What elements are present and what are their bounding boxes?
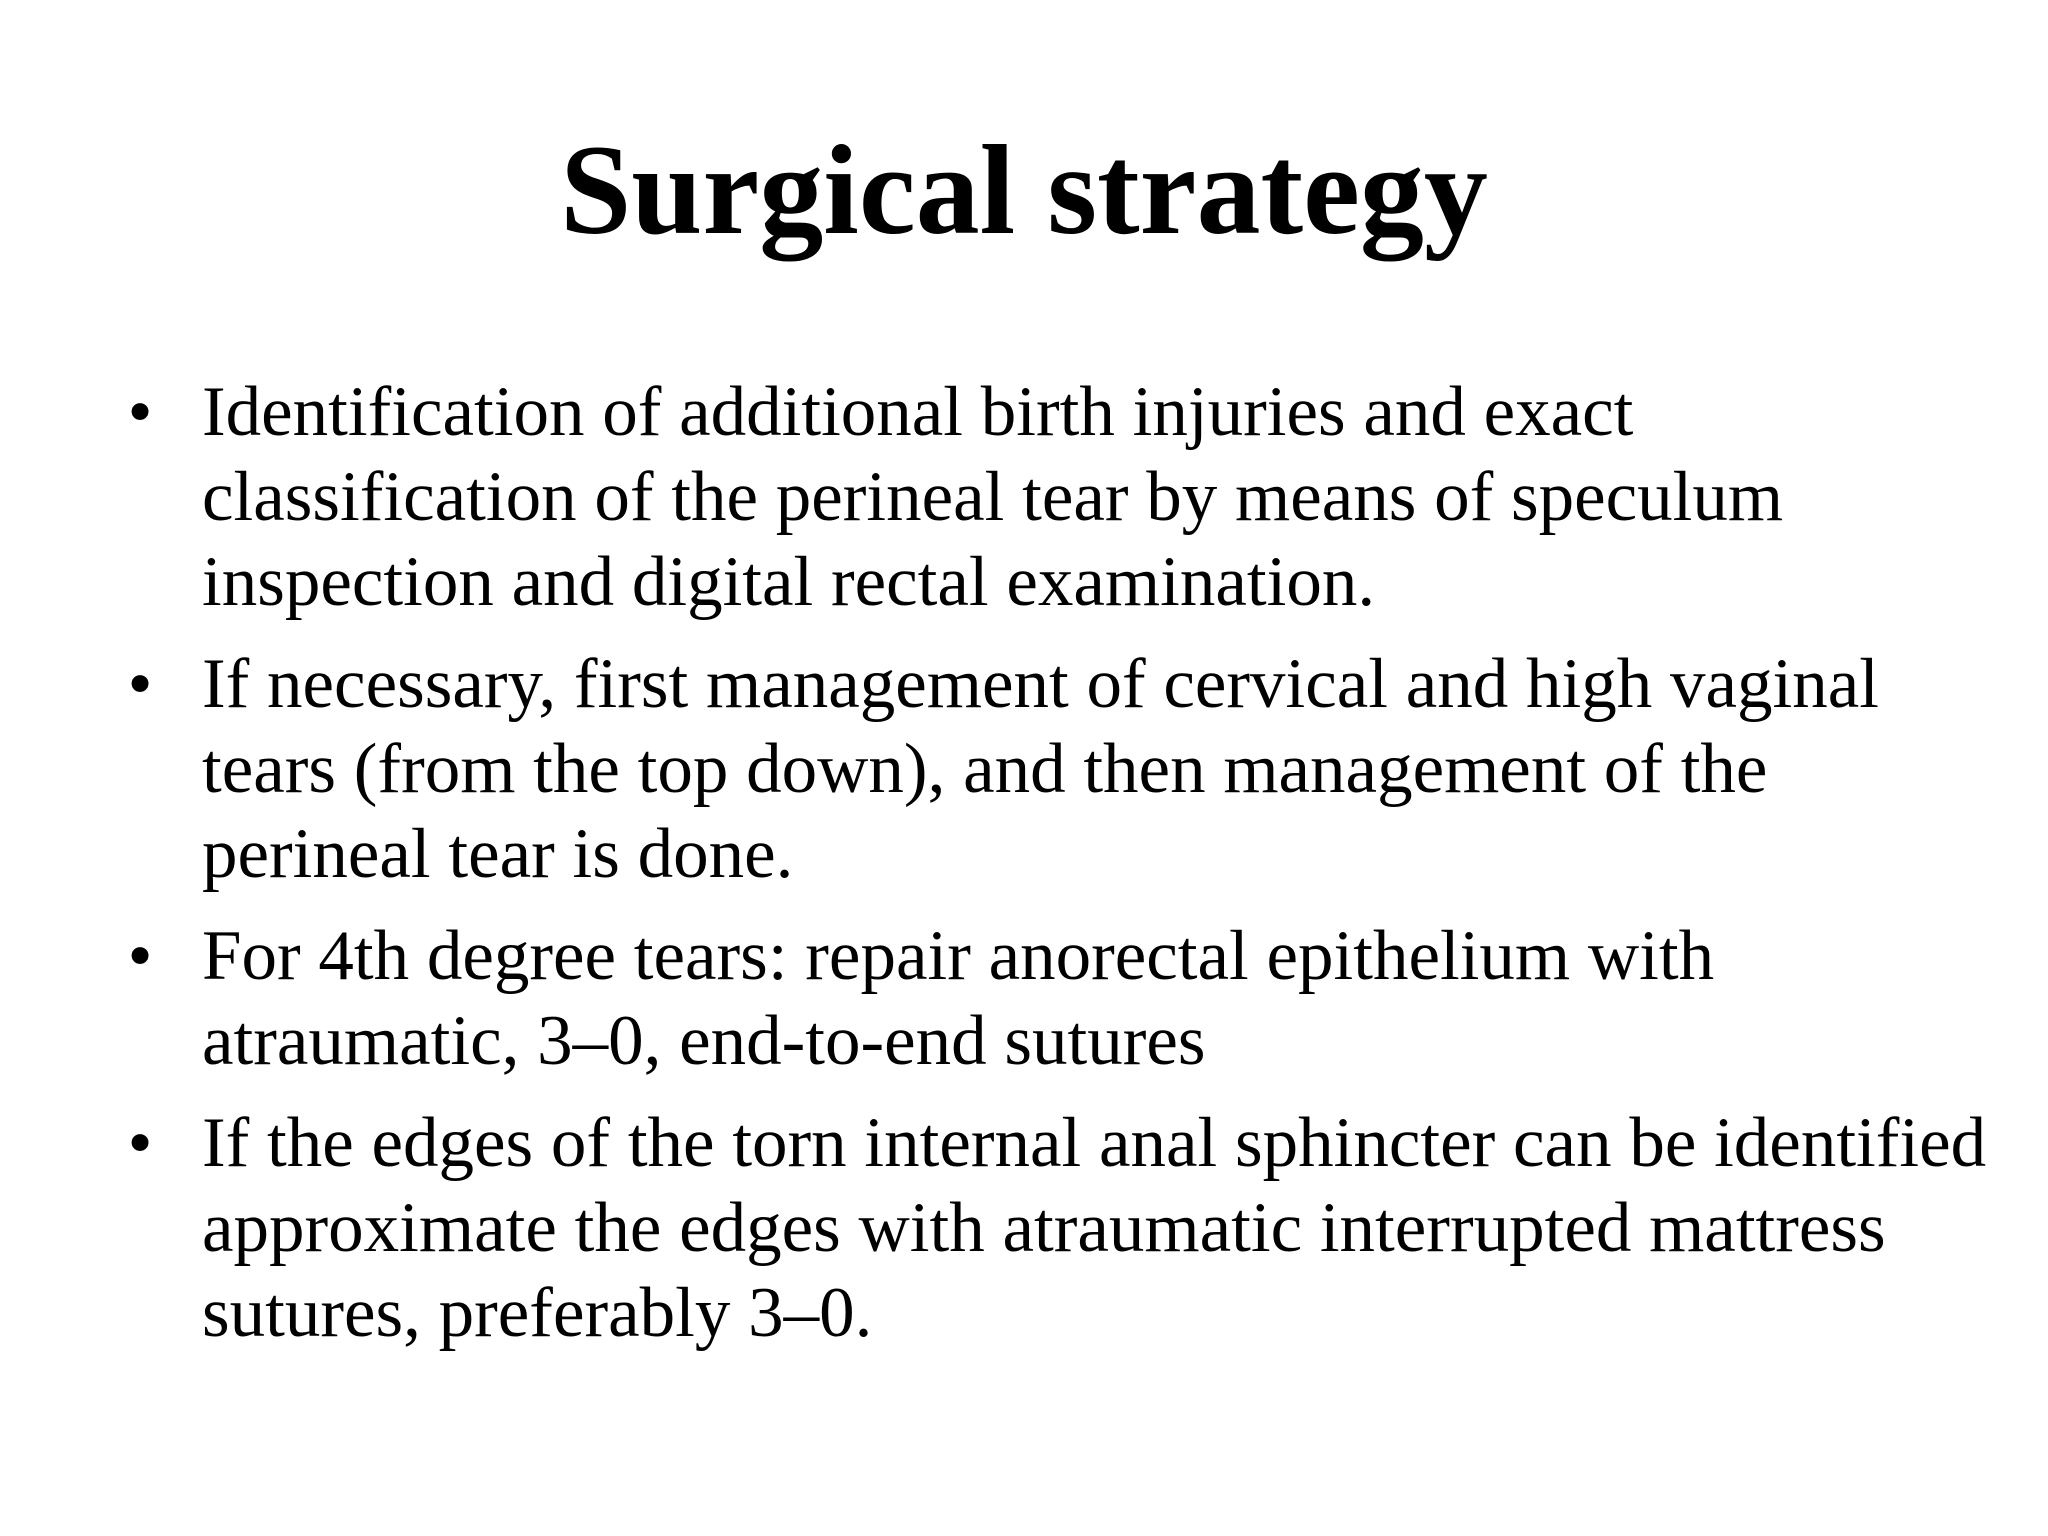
bullet-item <box>120 642 2000 897</box>
bullet-text: For 4th degree tears: repair anorectal epithelium with atraumatic, 3–0, end-to-end sutures <box>202 917 1715 1080</box>
bullet-item <box>120 1101 2000 1356</box>
bullet-text: If the edges of the torn internal anal sphincter can be identified approximate the edges with atraumatic interrupted mattress sutures, preferably 3–0. <box>202 1104 1987 1352</box>
bullet-text: Identification of additional birth injuries and exact classification of the perineal tear by means of speculum inspection and digital rectal examination. <box>202 373 1784 621</box>
slide-title: Surgical strategy <box>560 119 1488 261</box>
bullet-item <box>120 914 2000 1084</box>
bullet-text: If necessary, first management of cervical and high vaginal tears (from the top down), and then management of the perineal tear is done. <box>202 645 1879 893</box>
bullet-dot-icon: • <box>127 1104 153 1182</box>
bullet-dot-icon: • <box>127 373 153 451</box>
bullet-dot-icon: • <box>127 917 153 995</box>
bullet-list <box>120 370 2000 1373</box>
bullet-dot-icon: • <box>127 645 153 723</box>
bullet-item <box>120 370 2000 625</box>
